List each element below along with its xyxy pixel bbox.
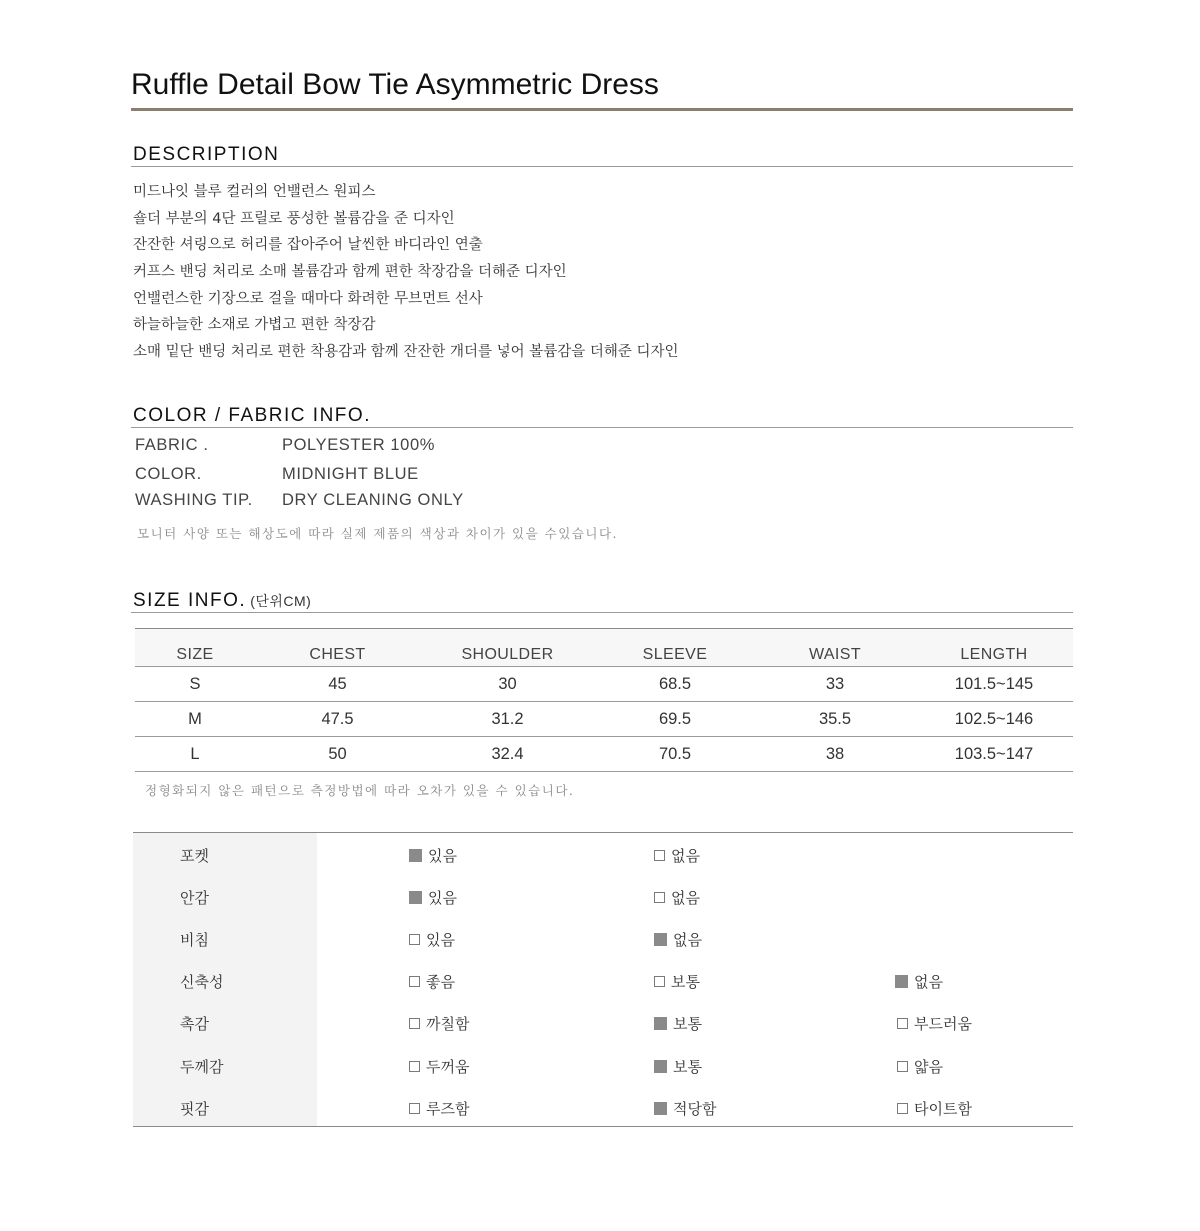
color-label: COLOR. — [135, 465, 202, 483]
attribute-row-lining — [133, 883, 1073, 913]
option-item — [897, 1056, 943, 1077]
fabric-label: FABRIC . — [135, 436, 209, 454]
description-line: 숄더 부분의 4단 프릴로 풍성한 볼륨감을 준 디자인 — [133, 211, 455, 227]
attribute-label: 핏감 — [180, 1100, 209, 1118]
length-cell: 102.5~146 — [915, 702, 1073, 737]
checkbox-icon — [654, 933, 667, 946]
option-label: 적당함 — [673, 1100, 717, 1118]
checkbox-icon — [409, 1061, 420, 1072]
attribute-row-see-through — [133, 925, 1073, 955]
description-line: 하늘하늘한 소재로 가볍고 편한 착장감 — [133, 317, 376, 333]
description-line: 커프스 밴딩 처리로 소매 볼륨감과 함께 편한 착장감을 더해준 디자인 — [133, 264, 567, 280]
option-item — [895, 971, 943, 992]
length-cell: 103.5~147 — [915, 737, 1073, 772]
option-item — [654, 929, 702, 950]
option-label: 보통 — [673, 1015, 702, 1033]
option-label: 없음 — [673, 931, 702, 949]
table-row — [135, 667, 1073, 702]
checkbox-icon — [654, 850, 665, 861]
checkbox-icon — [654, 1017, 667, 1030]
checkbox-icon — [409, 934, 420, 945]
sleeve-cell: 70.5 — [595, 737, 755, 772]
option-label: 있음 — [426, 931, 455, 949]
column-header-length: LENGTH — [915, 629, 1073, 667]
washing-tip-label: WASHING TIP. — [135, 491, 253, 509]
attribute-label: 신축성 — [180, 973, 224, 991]
description-line: 소매 밑단 밴딩 처리로 편한 착용감과 함께 잔잔한 개더를 넣어 볼륨감을 더해준 디자인 — [133, 344, 679, 360]
description-heading-text: DESCRIPTION — [133, 144, 280, 165]
sleeve-cell: 68.5 — [595, 667, 755, 702]
attribute-label: 촉감 — [180, 1015, 209, 1033]
column-header-sleeve: SLEEVE — [595, 629, 755, 667]
attribute-row-fit — [133, 1094, 1073, 1124]
option-item — [654, 845, 700, 866]
checkbox-icon — [897, 1103, 908, 1114]
attribute-row-texture — [133, 1009, 1073, 1039]
attribute-label: 두께감 — [180, 1058, 224, 1076]
option-item — [409, 971, 455, 992]
option-item — [654, 1013, 702, 1034]
measurement-disclaimer: 정형화되지 않은 패턴으로 측정방법에 따라 오차가 있을 수 있습니다. — [145, 783, 575, 798]
option-label: 두꺼움 — [426, 1058, 470, 1076]
option-item — [409, 1056, 469, 1077]
column-header-shoulder: SHOULDER — [420, 629, 595, 667]
waist-cell: 38 — [755, 737, 915, 772]
checkbox-icon — [897, 1018, 908, 1029]
option-label: 타이트함 — [914, 1100, 972, 1118]
column-header-size: SIZE — [135, 629, 255, 667]
checkbox-icon — [409, 891, 422, 904]
option-item — [409, 929, 455, 950]
size-table — [135, 628, 1073, 772]
checkbox-icon — [409, 976, 420, 987]
option-item — [897, 1013, 972, 1034]
shoulder-cell: 32.4 — [420, 737, 595, 772]
size-cell: L — [135, 737, 255, 772]
attribute-row-pocket — [133, 841, 1073, 871]
length-cell: 101.5~145 — [915, 667, 1073, 702]
checkbox-icon — [409, 849, 422, 862]
attribute-row-stretch — [133, 967, 1073, 997]
description-line: 언밸런스한 기장으로 걸을 때마다 화려한 무브먼트 선사 — [133, 291, 483, 307]
checkbox-icon — [654, 1060, 667, 1073]
checkbox-icon — [654, 892, 665, 903]
attribute-label: 안감 — [180, 889, 209, 907]
option-item — [654, 971, 700, 992]
option-item — [409, 1013, 469, 1034]
checkbox-icon — [409, 1018, 420, 1029]
option-label: 까칠함 — [426, 1015, 470, 1033]
size-heading — [131, 590, 1073, 613]
option-label: 없음 — [914, 973, 943, 991]
color-value: MIDNIGHT BLUE — [282, 465, 419, 483]
table-row — [135, 702, 1073, 737]
option-item — [654, 1098, 716, 1119]
washing-tip-value: DRY CLEANING ONLY — [282, 491, 464, 509]
attribute-label: 비침 — [180, 931, 209, 949]
attribute-row-thickness — [133, 1052, 1073, 1082]
color-disclaimer: 모니터 사양 또는 해상도에 따라 실제 제품의 색상과 차이가 있을 수있습니다. — [137, 526, 619, 541]
column-header-chest: CHEST — [255, 629, 420, 667]
option-label: 있음 — [428, 847, 457, 865]
checkbox-icon — [654, 1102, 667, 1115]
table-row — [135, 737, 1073, 772]
option-label: 보통 — [673, 1058, 702, 1076]
waist-cell: 35.5 — [755, 702, 915, 737]
column-header-waist: WAIST — [755, 629, 915, 667]
option-label: 좋음 — [426, 973, 455, 991]
option-label: 있음 — [428, 889, 457, 907]
description-line: 잔잔한 셔링으로 허리를 잡아주어 날씬한 바디라인 연출 — [133, 237, 483, 253]
checkbox-icon — [654, 976, 665, 987]
size-table-header-row — [135, 629, 1073, 667]
fabric-heading-text: COLOR / FABRIC INFO. — [133, 405, 371, 426]
size-cell: S — [135, 667, 255, 702]
option-label: 부드러움 — [914, 1015, 972, 1033]
waist-cell: 33 — [755, 667, 915, 702]
fabric-heading — [131, 405, 1073, 428]
checkbox-icon — [895, 975, 908, 988]
shoulder-cell: 30 — [420, 667, 595, 702]
option-label: 얇음 — [914, 1058, 943, 1076]
size-heading-text: SIZE INFO. — [133, 590, 247, 611]
size-cell: M — [135, 702, 255, 737]
option-item — [409, 887, 457, 908]
option-label: 없음 — [671, 847, 700, 865]
shoulder-cell: 31.2 — [420, 702, 595, 737]
chest-cell: 50 — [255, 737, 420, 772]
product-title: Ruffle Detail Bow Tie Asymmetric Dress — [131, 66, 1073, 111]
option-label: 루즈함 — [426, 1100, 470, 1118]
checkbox-icon — [409, 1103, 420, 1114]
description-heading — [131, 144, 1073, 167]
chest-cell: 47.5 — [255, 702, 420, 737]
attribute-table — [133, 832, 1073, 1127]
checkbox-icon — [897, 1061, 908, 1072]
option-label: 보통 — [671, 973, 700, 991]
option-item — [654, 1056, 702, 1077]
option-item — [409, 845, 457, 866]
size-unit: (단위CM) — [250, 593, 312, 609]
description-line: 미드나잇 블루 컬러의 언밸런스 원피스 — [133, 184, 376, 200]
option-item — [654, 887, 700, 908]
attribute-label: 포켓 — [180, 847, 209, 865]
sleeve-cell: 69.5 — [595, 702, 755, 737]
fabric-value: POLYESTER 100% — [282, 436, 435, 454]
chest-cell: 45 — [255, 667, 420, 702]
option-item — [897, 1098, 972, 1119]
option-label: 없음 — [671, 889, 700, 907]
option-item — [409, 1098, 469, 1119]
